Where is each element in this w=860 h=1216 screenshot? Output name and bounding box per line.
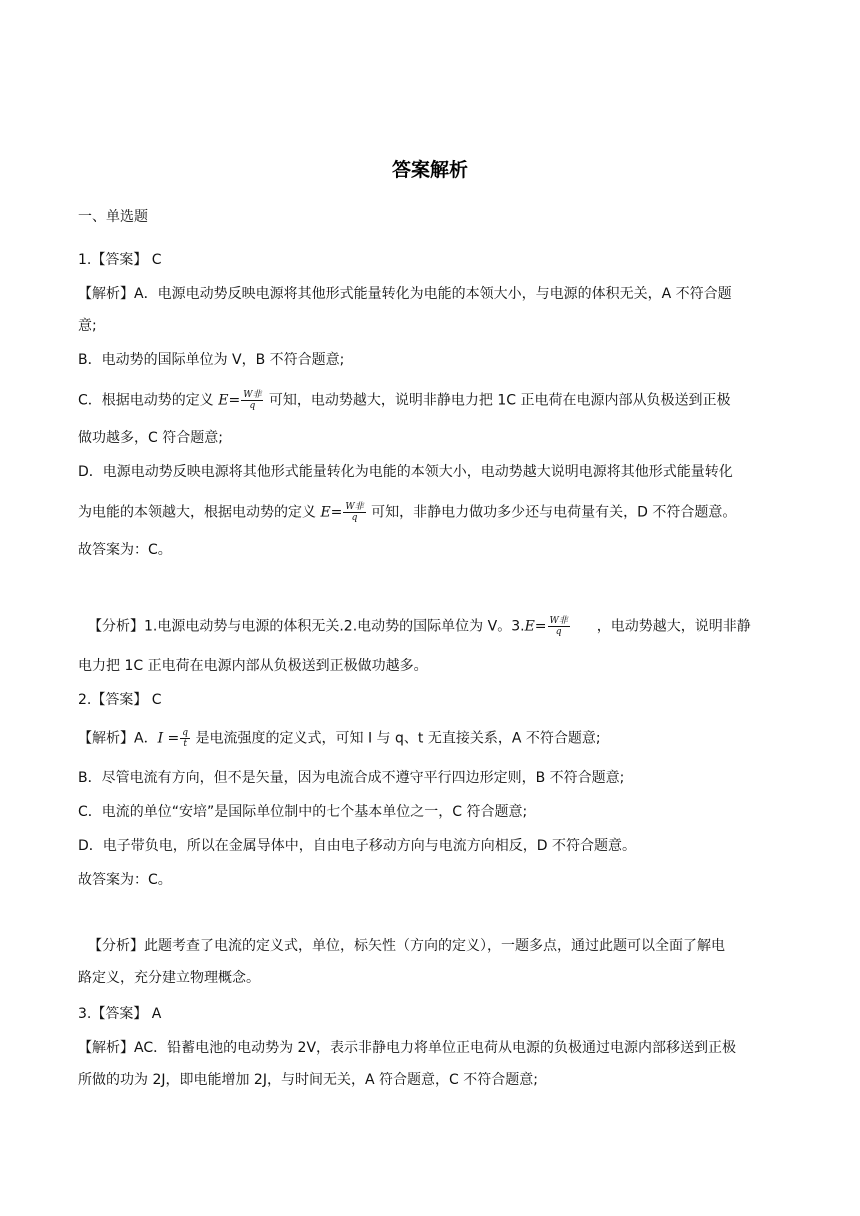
q1-summary-pre: 【分析】1.电源电动势与电源的体积无关.2.电动势的国际单位为 V。3.: [88, 618, 525, 635]
q2-answer: 2.【答案】 C: [78, 692, 162, 708]
emf-numerator: W非: [243, 390, 262, 400]
q1-summary-line1: [88, 616, 751, 637]
emf-formula-lhs: E=: [218, 392, 241, 409]
q1-summary-line2: 电力把 1C 正电荷在电源内部从负极送到正极做功越多。: [78, 658, 428, 674]
emf-formula-lhs: E=: [524, 618, 547, 635]
q2-conclusion: 故答案为：C。: [78, 872, 172, 888]
emf-formula-fraction: [241, 390, 263, 411]
q1-analysis-d-line2: [78, 502, 736, 523]
q1-analysis-c-line1: [78, 390, 731, 411]
current-denominator: t: [183, 739, 187, 749]
emf-formula-fraction: [548, 616, 570, 637]
q3-analysis-ac-line1: 【解析】AC．铅蓄电池的电动势为 2V，表示非静电力将单位正电荷从电源的负极通过电源内部移送到正极: [78, 1040, 737, 1056]
current-formula-lhs: I =: [157, 730, 180, 747]
q1-analysis-d-line1: D．电源电动势反映电源将其他形式能量转化为电能的本领大小，电动势越大说明电源将其他形式能量转化: [78, 464, 733, 480]
q1-analysis-a-line2: 意;: [78, 318, 97, 334]
q1-conclusion: 故答案为：C。: [78, 542, 172, 558]
q3-analysis-ac-line2: 所做的功为 2J，即电能增加 2J，与时间无关，A 符合题意，C 不符合题意;: [78, 1072, 538, 1088]
emf-denominator: q: [555, 627, 562, 637]
q2-summary-line2: 路定义，充分建立物理概念。: [78, 970, 260, 986]
emf-numerator: W非: [345, 502, 364, 512]
q1-answer: 1.【答案】 C: [78, 252, 162, 268]
q2-analysis-b: B．尽管电流有方向，但不是矢量，因为电流合成不遵守平行四边形定则，B 不符合题意;: [78, 770, 625, 786]
emf-formula-fraction: [343, 502, 365, 523]
q2-analysis-a-pre: 【解析】A．: [78, 730, 158, 747]
emf-formula-lhs: E=: [320, 504, 343, 521]
q3-answer: 3.【答案】 A: [78, 1006, 162, 1022]
q2-analysis-d: D．电子带负电，所以在金属导体中，自由电子移动方向与电流方向相反，D 不符合题意。: [78, 838, 637, 854]
emf-denominator: q: [249, 401, 256, 411]
q2-analysis-a-post: 是电流强度的定义式，可知 I 与 q、t 无直接关系，A 不符合题意;: [191, 730, 601, 747]
q2-analysis-a: [78, 728, 601, 749]
q1-analysis-c-line2: 做功越多，C 符合题意;: [78, 430, 223, 446]
current-formula-fraction: [180, 728, 190, 749]
q1-analysis-b: B．电动势的国际单位为 V，B 不符合题意;: [78, 352, 345, 368]
q1-summary-post: ，电动势越大，说明非静: [596, 618, 751, 635]
emf-numerator: W非: [549, 616, 568, 626]
q1-analysis-a-line1: 【解析】A．电源电动势反映电源将其他形式能量转化为电能的本领大小，与电源的体积无关，A 不符合题: [78, 286, 732, 302]
q1-analysis-c-pre: C．根据电动势的定义: [78, 392, 219, 409]
q1-analysis-d-pre: 为电能的本领越大，根据电动势的定义: [78, 504, 321, 521]
emf-denominator: q: [351, 513, 358, 523]
q1-analysis-d-post: 可知，非静电力做功多少还与电荷量有关，D 不符合题意。: [366, 504, 737, 521]
q1-analysis-c-post: 可知，电动势越大，说明非静电力把 1C 正电荷在电源内部从负极送到正极: [264, 392, 731, 409]
page-title: 答案解析: [391, 159, 468, 181]
current-numerator: q: [182, 728, 189, 738]
section-heading: 一、单选题: [78, 209, 148, 225]
q2-summary-line1: 【分析】此题考查了电流的定义式，单位，标矢性（方向的定义），一题多点，通过此题可以全面了解电: [88, 938, 725, 954]
q2-analysis-c: C．电流的单位“安培”是国际单位制中的七个基本单位之一，C 符合题意;: [78, 804, 528, 820]
